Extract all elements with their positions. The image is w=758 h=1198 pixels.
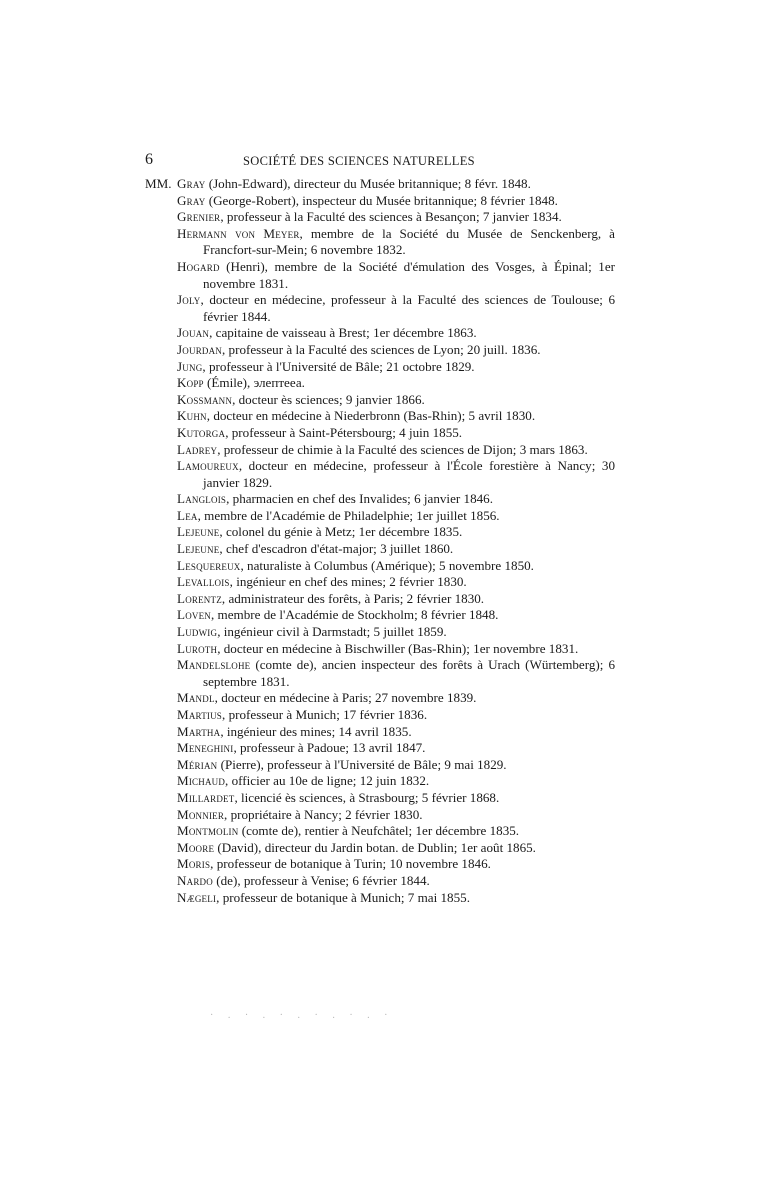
member-details: , docteur en médecine, professeur à l'École forestière à Nancy; 30 janvier 1829. — [203, 458, 615, 490]
member-entry — [145, 458, 615, 491]
member-name: Lamoureux — [177, 458, 239, 474]
member-details: , membre de l'Académie de Philadelphie; 1er juillet 1856. — [197, 507, 500, 523]
member-name: Hogard — [177, 258, 220, 274]
member-entry — [145, 657, 615, 690]
member-entry — [145, 375, 615, 392]
member-name: Lea — [177, 507, 198, 523]
member-entry — [145, 442, 615, 459]
member-entry — [145, 491, 615, 508]
member-entry — [145, 359, 615, 376]
member-name: Martius — [177, 707, 223, 722]
member-entry — [145, 823, 615, 840]
member-name: Gray — [177, 176, 206, 191]
member-name: Nardo — [177, 872, 213, 888]
member-entry — [145, 591, 615, 608]
member-details: , ingénieur civil à Darmstadt; 5 juillet 1859. — [217, 624, 447, 640]
member-details: (Pierre), professeur à l'Université de Bâle; 9 mai 1829. — [217, 756, 507, 772]
member-entry — [145, 209, 615, 226]
member-entry — [145, 790, 615, 807]
member-entry — [145, 425, 615, 442]
member-name: Moore — [177, 839, 215, 855]
member-entry — [145, 807, 615, 824]
member-list — [145, 176, 615, 906]
member-name: Mérian — [177, 756, 218, 772]
member-name: Luroth — [177, 640, 218, 656]
member-details: , professeur de chimie à la Faculté des sciences de Dijon; 3 mars 1863. — [217, 441, 588, 457]
member-details: , docteur en médecine à Bischwiller (Bas-Rhin); 1er novembre 1831. — [217, 640, 579, 656]
member-details: , professeur de botanique à Turin; 10 novembre 1846. — [210, 856, 491, 872]
member-name: Moris — [177, 856, 211, 872]
member-name: Mandl — [177, 690, 215, 706]
member-entry — [145, 757, 615, 774]
member-details: , colonel du génie à Metz; 1er décembre 1835. — [219, 524, 463, 540]
member-name: Lesquereux — [177, 557, 241, 573]
member-name: Monnier — [177, 806, 225, 822]
member-details: , professeur à l'Université de Bâle; 21 octobre 1829. — [202, 358, 475, 374]
member-name: Montmolin — [177, 823, 239, 839]
page-header — [145, 150, 615, 170]
member-entry — [145, 193, 615, 210]
member-entry — [145, 641, 615, 658]
member-details: , chef d'escadron d'état-major; 3 juillet 1860. — [219, 541, 454, 557]
member-entry — [145, 624, 615, 641]
member-name: Mandelslohe — [177, 657, 251, 673]
member-details: , professeur à Saint-Pétersbourg; 4 juin 1855. — [225, 424, 463, 440]
member-entry — [145, 707, 615, 724]
member-name: Jung — [177, 358, 203, 374]
member-details: , administrateur des forêts, à Paris; 2 février 1830. — [221, 590, 485, 606]
member-name: Grenier — [177, 209, 221, 225]
member-name: Lorentz — [177, 590, 222, 606]
member-details: (David), directeur du Jardin botan. de Dublin; 1er août 1865. — [214, 839, 536, 855]
member-entry — [145, 873, 615, 890]
member-details: , officier au 10e de ligne; 12 juin 1832. — [225, 773, 430, 789]
page-number: 6 — [145, 151, 153, 168]
member-name: Martha — [177, 723, 221, 739]
member-name: Jouan — [177, 325, 210, 341]
member-details: , professeur à Padoue; 13 avril 1847. — [233, 740, 426, 756]
member-entry — [145, 259, 615, 292]
member-details: , professeur à Munich; 17 février 1836. — [222, 707, 428, 722]
member-name: Loven — [177, 607, 211, 623]
member-entry — [145, 508, 615, 525]
member-details: , licencié ès sciences, à Strasbourg; 5 février 1868. — [234, 789, 500, 805]
member-details: , ingénieur des mines; 14 avril 1835. — [220, 723, 412, 739]
running-title: SOCIÉTÉ DES SCIENCES NATURELLES — [243, 154, 475, 168]
member-name: Gray — [177, 192, 206, 208]
member-entry — [145, 740, 615, 757]
member-details: , membre de la Société du Musée de Senckenberg, à Francfort-sur-Mein; 6 novembre 1832. — [203, 225, 615, 258]
member-details: , docteur en médecine à Paris; 27 novembre 1839. — [214, 690, 477, 706]
member-entry — [145, 558, 615, 575]
member-details: (Émile), элептееа. — [203, 375, 305, 391]
member-name: Kutorga — [177, 424, 226, 440]
member-name: Levallois — [177, 574, 230, 590]
member-details: , membre de l'Académie de Stockholm; 8 février 1848. — [211, 607, 499, 623]
member-name: Michaud — [177, 773, 226, 789]
member-name: Lejeune — [177, 541, 220, 557]
member-entry — [145, 690, 615, 707]
member-entry — [145, 773, 615, 790]
member-details: , docteur en médecine, professeur à la Faculté des sciences de Toulouse; 6 février 1844. — [200, 292, 615, 324]
member-name: Joly — [177, 292, 201, 308]
member-entry — [145, 342, 615, 359]
member-name: Ludwig — [177, 624, 218, 640]
member-details: , naturaliste à Columbus (Amérique); 5 novembre 1850. — [240, 557, 534, 573]
member-entry — [145, 325, 615, 342]
member-name: Millardet — [177, 789, 235, 805]
members-prefix: MM. — [145, 176, 172, 191]
member-entry — [145, 524, 615, 541]
member-entry — [145, 856, 615, 873]
member-entry — [145, 176, 615, 193]
member-name: Nægeli — [177, 889, 217, 905]
member-name: Hermann von Meyer — [177, 225, 300, 241]
member-entry — [145, 541, 615, 558]
member-details: (John-Edward), directeur du Musée britannique; 8 févr. 1848. — [205, 176, 531, 191]
member-name: Ladrey — [177, 441, 218, 457]
print-speckle-decoration: · . · . · . · . · . · — [210, 1010, 394, 1021]
member-details: (George-Robert), inspecteur du Musée britannique; 8 février 1848. — [205, 192, 558, 208]
member-details: , professeur de botanique à Munich; 7 mai 1855. — [216, 889, 470, 905]
member-details: (comte de), rentier à Neufchâtel; 1er décembre 1835. — [238, 823, 520, 839]
member-entry — [145, 574, 615, 591]
member-entry — [145, 890, 615, 907]
member-details: , propriétaire à Nancy; 2 février 1830. — [224, 806, 423, 822]
member-details: (Henri), membre de la Société d'émulation des Vosges, à Épinal; 1er novembre 1831. — [203, 258, 615, 291]
member-details: , professeur à la Faculté des sciences de Lyon; 20 juill. 1836. — [222, 341, 541, 357]
member-name: Kossmann — [177, 391, 233, 407]
member-name: Kopp — [177, 375, 204, 391]
member-entry — [145, 607, 615, 624]
member-details: , professeur à la Faculté des sciences à Besançon; 7 janvier 1834. — [220, 209, 562, 225]
member-entry — [145, 226, 615, 259]
member-details: , capitaine de vaisseau à Brest; 1er décembre 1863. — [209, 325, 477, 341]
member-details: , docteur en médecine à Niederbronn (Bas-Rhin); 5 avril 1830. — [206, 408, 536, 424]
member-name: Kuhn — [177, 408, 207, 424]
member-name: Meneghini — [177, 740, 234, 756]
member-entry — [145, 392, 615, 409]
member-name: Jourdan — [177, 341, 222, 357]
member-details: , docteur ès sciences; 9 janvier 1866. — [232, 391, 425, 407]
member-details: , pharmacien en chef des Invalides; 6 janvier 1846. — [226, 491, 493, 507]
member-details: , ingénieur en chef des mines; 2 février 1830. — [229, 574, 467, 590]
member-entry — [145, 724, 615, 741]
member-entry — [145, 292, 615, 325]
member-name: Langlois — [177, 491, 227, 507]
member-details: (comte de), ancien inspecteur des forêts à Urach (Würtemberg); 6 septembre 1831. — [203, 657, 615, 689]
member-entry — [145, 840, 615, 857]
member-details: (de), professeur à Venise; 6 février 1844. — [212, 872, 430, 888]
member-entry — [145, 408, 615, 425]
member-name: Lejeune — [177, 524, 220, 540]
